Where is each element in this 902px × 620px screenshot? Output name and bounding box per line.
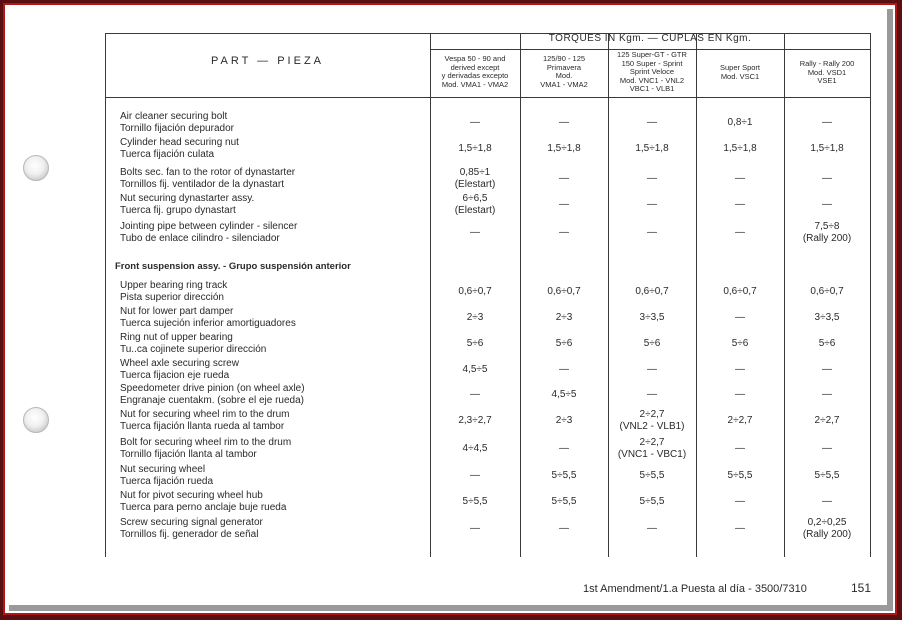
column-header-line: Rally - Rally 200 [799,59,855,68]
torque-value-line: 5÷5,5 [814,470,840,481]
part-description [120,332,430,355]
torque-value-line: 5÷5,5 [551,470,577,481]
part-description [120,221,430,244]
torque-value [430,470,520,482]
page-frame [3,3,897,615]
document-page [9,9,893,611]
torque-value [696,496,784,508]
torque-value [520,389,608,401]
torque-value-line: — [647,117,657,128]
torque-value-line: 5÷6 [555,338,573,349]
torque-value [520,312,608,324]
torque-value-line: — [470,470,480,481]
torque-value [784,221,870,244]
torque-value-line: 5÷5,5 [639,470,665,481]
torque-value [784,496,870,508]
torque-value-line: 0,85÷1 [459,167,491,178]
torque-value-line: 2÷3 [555,415,573,426]
torque-value-line: — [735,173,745,184]
torque-value [696,227,784,239]
torque-value-line: — [735,496,745,507]
column-header-line: Mod. [555,71,573,80]
torque-table [105,23,871,557]
part-name-english: Nut for securing wheel rim to the drum [120,409,290,420]
torque-value [520,173,608,185]
torque-value-line: 2÷2,7 [727,415,753,426]
torque-value-line: 2÷2,7 [639,437,665,448]
torque-value [608,286,696,298]
torque-value-line: 2,3÷2,7 [458,415,492,426]
column-header-line: Primavera [546,62,582,72]
torque-value [696,470,784,482]
column-header-line: VBC1 - VLB1 [629,84,675,93]
part-name-spanish: Tuerca fijacion eje rueda [120,369,230,381]
torque-value [520,364,608,376]
part-name-english: Jointing pipe between cylinder - silencer [120,221,298,232]
column-header [520,50,608,96]
column-header-line: Mod. VSC1 [720,71,760,81]
part-description [120,167,430,190]
torque-value [608,312,696,324]
torque-value-line: 2÷2,7 [814,415,840,426]
torque-value [608,364,696,376]
part-description [120,464,430,487]
part-name-spanish: Tuerca fijación culata [120,148,215,160]
torque-value-line: 6÷6,5 [462,193,488,204]
torque-value [520,227,608,239]
torque-value [696,415,784,427]
torque-value [784,338,870,350]
torque-value [608,338,696,350]
torque-value-line: — [735,389,745,400]
torque-value [430,167,520,190]
torque-value [608,173,696,185]
torque-value [430,117,520,129]
torque-value [608,199,696,211]
column-header [430,50,520,96]
part-description [120,111,430,134]
torque-value-line: 4÷4,5 [462,443,488,454]
torque-value [430,227,520,239]
torque-value-line: 5÷6 [731,338,749,349]
torque-value [784,312,870,324]
part-name-english: Speedometer drive pinion (on wheel axle) [120,383,305,394]
torque-value-line: — [822,443,832,454]
part-name-english: Upper bearing ring track [120,280,228,291]
torque-value-line: (VNC1 - VBC1) [617,448,687,460]
part-name-english: Air cleaner securing bolt [120,111,228,122]
torque-value [784,143,870,155]
column-header-line: 125 Super-GT - GTR [617,50,687,59]
part-name-spanish: Tornillos fij. generador de señal [120,528,259,540]
torque-value [784,415,870,427]
torque-value [608,389,696,401]
torque-value-line: — [735,312,745,323]
torque-value [608,496,696,508]
torque-value-line: — [647,199,657,210]
torque-value-line: — [559,199,569,210]
column-header-line: Super Sport [719,63,761,72]
torque-value-line: — [647,227,657,238]
torque-value [696,199,784,211]
torque-value-line: — [559,117,569,128]
torque-value [520,117,608,129]
torque-value [784,173,870,185]
torque-value [430,143,520,155]
part-name-spanish: Tornillo fijación depurador [120,122,234,134]
torque-value [608,523,696,535]
column-header-line: Sprint Veloce [629,67,675,76]
torque-value-line: 0,6÷0,7 [547,286,581,297]
torque-value-line: — [822,117,832,128]
torque-value-line: 0,6÷0,7 [723,286,757,297]
torque-value [696,286,784,298]
part-header: PART — PIEZA [210,55,325,67]
torque-header: TORQUES IN Kgm. — CUPLAS EN Kgm. [548,33,752,44]
part-name-english: Nut securing wheel [120,464,206,475]
torque-value [784,470,870,482]
part-name-spanish: Tuerca fijación rueda [120,475,214,487]
torque-value-line: — [559,523,569,534]
column-header [608,50,696,96]
column-header-line: VSE1 [817,76,837,85]
torque-value [520,143,608,155]
part-name-english: Cylinder head securing nut [120,137,239,148]
torque-value-line: 5÷5,5 [551,496,577,507]
torque-value [784,443,870,455]
torque-value-line: 1,5÷1,8 [458,143,492,154]
torque-value-line: 3÷3,5 [639,312,665,323]
part-name-english: Nut securing dynastarter assy. [120,193,255,204]
torque-value-line: — [647,364,657,375]
column-header [696,50,784,96]
column-header-line: 150 Super - Sprint [621,58,683,68]
torque-value-line: 7,5÷8 [814,221,840,232]
column-header-line: Mod. VMA1 - VMA2 [441,79,509,89]
torque-value-line: 1,5÷1,8 [547,143,581,154]
torque-value [520,496,608,508]
torque-value [608,470,696,482]
part-name-english: Screw securing signal generator [120,517,263,528]
torque-value-line: 2÷3 [555,312,573,323]
torque-value [430,389,520,401]
amendment-note: 1st Amendment/1.a Puesta al día - 3500/7310 [583,583,807,595]
column-header-line: derived except [450,62,500,72]
torque-value-line: — [822,173,832,184]
torque-value [430,415,520,427]
column-header-line: Vespa 50 - 90 and [444,54,506,63]
torque-value [784,389,870,401]
torque-value-line: (Elestart) [454,178,496,190]
torque-value [784,199,870,211]
torque-value [430,193,520,216]
torque-value-line: — [822,389,832,400]
torque-value [608,409,696,432]
torque-value-line: (Rally 200) [802,232,852,244]
torque-value [430,312,520,324]
part-name-english: Nut for lower part damper [120,306,234,317]
part-name-spanish: Engranaje cuentakm. (sobre el eje rueda) [120,394,304,406]
column-header-line: Mod. VSD1 [807,67,847,77]
binder-hole [23,407,49,433]
torque-value [520,523,608,535]
torque-value [520,415,608,427]
torque-value-line: — [470,389,480,400]
torque-value [608,117,696,129]
torque-value [696,523,784,535]
torque-value-line: 3÷3,5 [814,312,840,323]
part-description [120,517,430,540]
torque-value-line: 5÷6 [643,338,661,349]
torque-value-line: 2÷3 [466,312,484,323]
torque-value-line: — [735,227,745,238]
torque-value-line: — [822,199,832,210]
torque-value [520,470,608,482]
part-description [120,490,430,513]
part-name-english: Bolts sec. fan to the rotor of dynastarter [120,167,296,178]
torque-value [696,389,784,401]
torque-value-line: — [647,173,657,184]
torque-value-line: 2÷2,7 [639,409,665,420]
torque-value-line: — [470,523,480,534]
torque-value-line: (Elestart) [454,204,496,216]
torque-value-line: — [470,227,480,238]
torque-value-line: — [559,173,569,184]
torque-value-line: 5÷5,5 [639,496,665,507]
part-description [120,306,430,329]
part-name-spanish: Tornillos fij. ventilador de la dynastart [120,178,284,190]
torque-value [430,523,520,535]
torque-value [430,443,520,455]
torque-value-line: 0,6÷0,7 [635,286,669,297]
torque-value-line: — [559,364,569,375]
torque-value-line: — [647,389,657,400]
section-heading: Front suspension assy. - Grupo suspensión anterior [115,261,351,272]
column-header-line: VMA1 - VMA2 [540,79,588,89]
part-name-english: Bolt for securing wheel rim to the drum [120,437,292,448]
part-description [120,383,430,406]
torque-value-line: 5÷6 [466,338,484,349]
part-name-spanish: Tuerca para perno anclaje buje rueda [120,501,287,513]
torque-value-line: 5÷6 [818,338,836,349]
torque-value-line: (VNL2 - VLB1) [619,420,685,432]
part-name-english: Nut for pivot securing wheel hub [120,490,263,501]
torque-value-line: 0,6÷0,7 [810,286,844,297]
page-number: 151 [851,581,872,595]
part-name-spanish: Tu..ca cojinete superior dirección [120,343,267,355]
torque-value [430,364,520,376]
part-name-spanish: Tuerca fij. grupo dynastart [120,204,236,216]
part-name-english: Wheel axle securing screw [120,358,239,369]
torque-value-line: 0,6÷0,7 [458,286,492,297]
column-header [784,50,870,96]
torque-value-line: 5÷5,5 [462,496,488,507]
torque-value-line: 0,2÷0,25 [807,517,847,528]
torque-value [520,338,608,350]
torque-value-line: 5÷5,5 [727,470,753,481]
torque-value-line: — [822,496,832,507]
torque-value [608,143,696,155]
part-description [120,358,430,381]
torque-value [696,443,784,455]
torque-value-line: (Rally 200) [802,528,852,540]
part-description [120,280,430,303]
part-name-spanish: Pista superior dirección [120,291,224,303]
part-name-english: Ring nut of upper bearing [120,332,233,343]
part-name-spanish: Tuerca fijación llanta rueda al tambor [120,420,285,432]
torque-value-line: — [559,227,569,238]
part-description [120,193,430,216]
part-name-spanish: Tornillo fijación llanta al tambor [120,448,257,460]
torque-value-line: 4,5÷5 [551,389,577,400]
torque-value [696,117,784,129]
torque-value-line: — [822,364,832,375]
column-header-line: y derivadas excepto [441,71,509,80]
torque-value-line: — [735,364,745,375]
torque-value [430,338,520,350]
part-description [120,437,430,460]
torque-value-line: 0,8÷1 [727,117,753,128]
torque-value [784,364,870,376]
torque-value-line: — [470,117,480,128]
torque-value [784,286,870,298]
torque-value-line: — [735,523,745,534]
binder-hole [23,155,49,181]
column-header-line: Mod. VNC1 - VNL2 [619,75,685,85]
torque-value [696,312,784,324]
part-description [120,409,430,432]
torque-value-line: — [735,443,745,454]
torque-value [430,496,520,508]
torque-value [520,443,608,455]
torque-value [696,143,784,155]
torque-value [520,286,608,298]
torque-value-line: — [735,199,745,210]
part-name-spanish: Tuerca sujeción inferior amortiguadores [120,317,296,329]
torque-value-line: 1,5÷1,8 [810,143,844,154]
torque-value [696,338,784,350]
torque-value-line: — [559,443,569,454]
torque-value [784,517,870,540]
torque-value [696,364,784,376]
part-name-spanish: Tubo de enlace cilindro - silenciador [120,232,280,244]
torque-value [520,199,608,211]
torque-value-line: 1,5÷1,8 [635,143,669,154]
torque-value-line: 4,5÷5 [462,364,488,375]
column-header-line: 125/90 - 125 [542,54,586,63]
torque-value [608,437,696,460]
part-description [120,137,430,160]
torque-value [784,117,870,129]
torque-value-line: — [647,523,657,534]
torque-value [608,227,696,239]
torque-value [430,286,520,298]
torque-value-line: 1,5÷1,8 [723,143,757,154]
torque-value [696,173,784,185]
